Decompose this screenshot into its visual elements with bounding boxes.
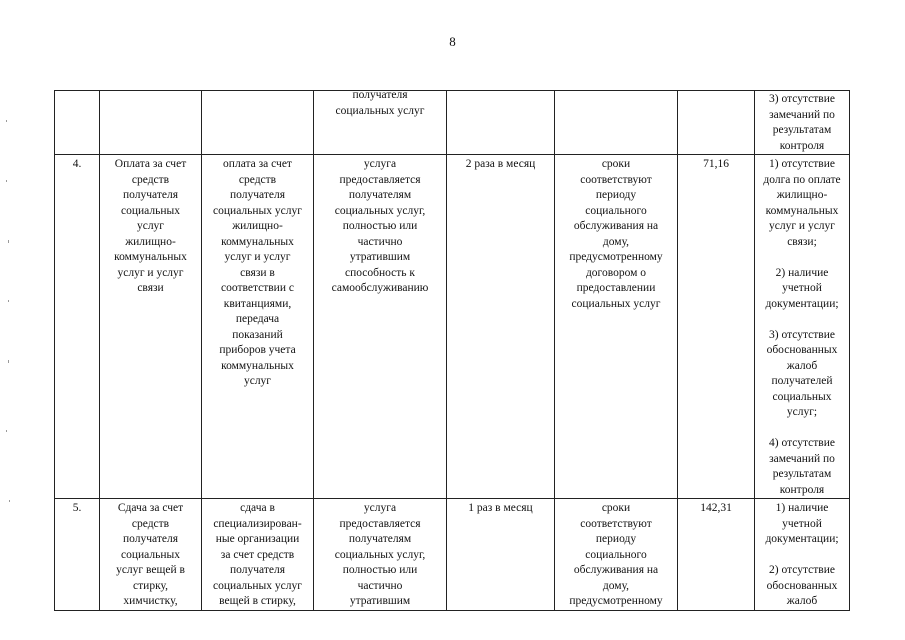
table-cell-terms: сроки соответствуют периоду социального обслуживания на дому, предусмотренному договором о предоставлении социальных услуг <box>555 155 678 499</box>
table-cell-number: 4. <box>55 155 100 499</box>
table-cell-quality-indicators: 1) отсутствие долга по оплате жилищно- коммунальных услуг и услуг связи; 2) наличие учетной документации; 3) отсутствие обоснованных жалоб получателей социальных услуг; 4) отсутствие замечаний по результатам контроля <box>755 155 850 499</box>
scan-speck <box>8 240 9 243</box>
scan-speck <box>8 300 9 302</box>
table-cell-description <box>202 91 314 155</box>
table-row <box>55 155 850 499</box>
table-cell-tariff: 71,16 <box>678 155 755 499</box>
table-cell-tariff: 142,31 <box>678 499 755 611</box>
table-cell-number: 5. <box>55 499 100 611</box>
table-cell-service-name: Оплата за счет средств получателя социальных услуг жилищно- коммунальных услуг и услуг связи <box>100 155 202 499</box>
scan-speck <box>6 120 7 122</box>
table-cell-terms: сроки соответствуют периоду социального обслуживания на дому, предусмотренному <box>555 499 678 611</box>
scan-speck <box>8 360 9 363</box>
services-table <box>54 90 850 611</box>
table-cell-quality-indicators: 3) отсутствие замечаний по результатам контроля <box>755 91 850 155</box>
table-cell-terms <box>555 91 678 155</box>
table-cell-number <box>55 91 100 155</box>
table-cell-frequency: 2 раза в месяц <box>447 155 555 499</box>
table-cell-service-name <box>100 91 202 155</box>
table-cell-conditions: услуга предоставляется получателям социальных услуг, полностью или частично утратившим <box>314 499 447 611</box>
table-cell-description: оплата за счет средств получателя социальных услуг жилищно- коммунальных услуг и услуг связи в соответствии с квитанциями, передача показаний приборов учета коммунальных услуг <box>202 155 314 499</box>
table-row <box>55 91 850 155</box>
table-row <box>55 499 850 611</box>
page-number: 8 <box>449 34 456 49</box>
scan-speck <box>6 180 7 182</box>
table-cell-quality-indicators: 1) наличие учетной документации; 2) отсутствие обоснованных жалоб <box>755 499 850 611</box>
table-cell-service-name: Сдача за счет средств получателя социальных услуг вещей в стирку, химчистку, <box>100 499 202 611</box>
scan-speck <box>9 500 10 502</box>
table-cell-frequency: 1 раз в месяц <box>447 499 555 611</box>
table-cell-conditions: услуга предоставляется получателям социальных услуг, полностью или частично утратившим способность к самообслуживанию <box>314 155 447 499</box>
table-cell-conditions: получателя социальных услуг <box>314 91 447 155</box>
table-cell-frequency <box>447 91 555 155</box>
table-cell-tariff <box>678 91 755 155</box>
table-cell-description: сдача в специализирован- ные организации за счет средств получателя социальных услуг вещей в стирку, <box>202 499 314 611</box>
scan-speck <box>6 430 7 432</box>
